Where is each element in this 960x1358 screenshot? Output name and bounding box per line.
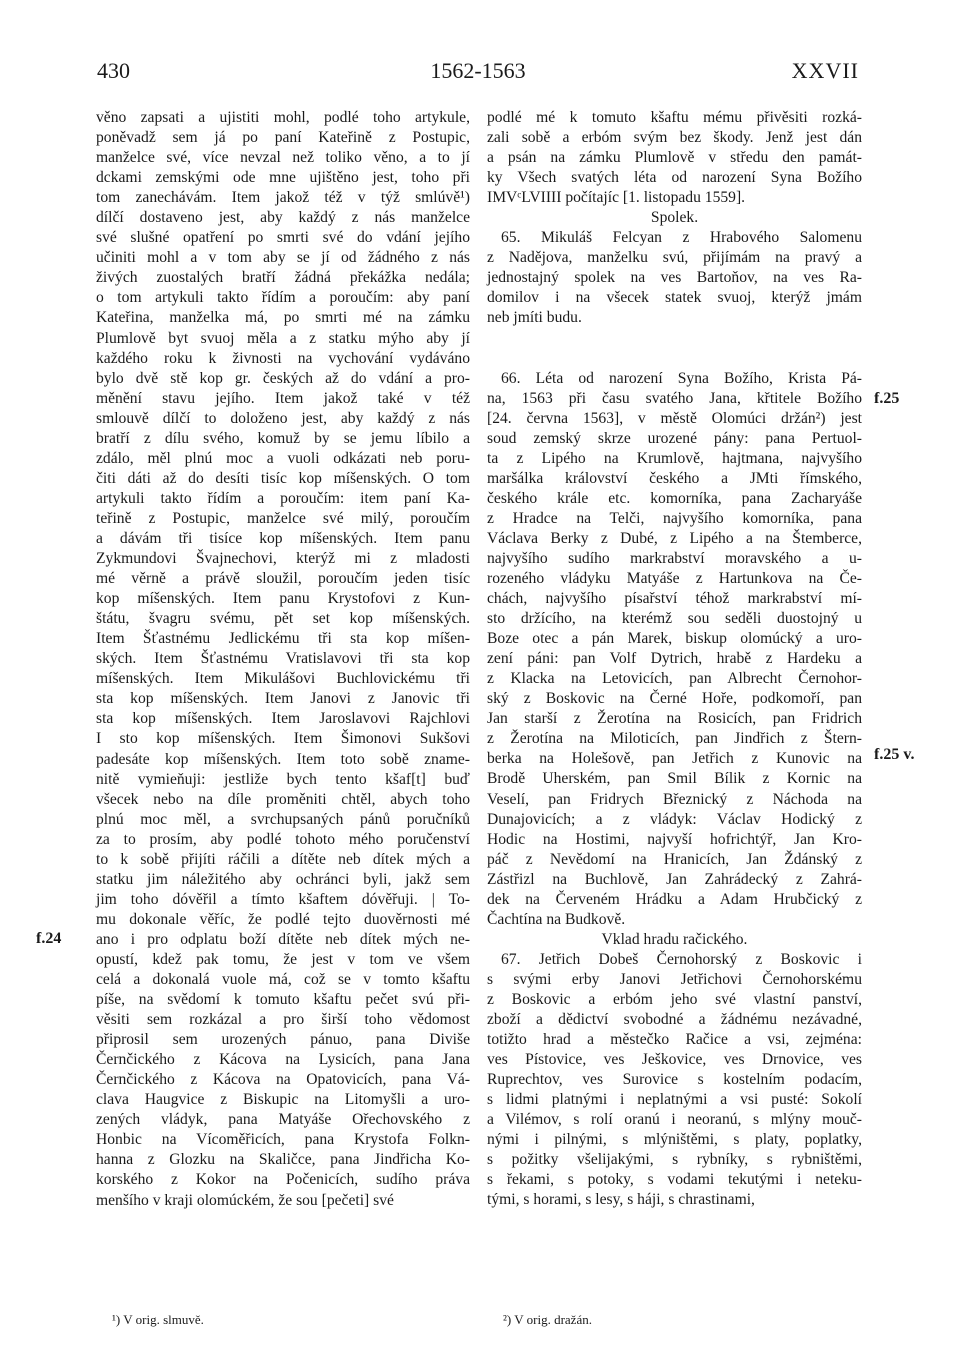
text-line: Kateřina, manželka má, po smrti mé na zámku	[96, 309, 470, 327]
text-line: zení páni: pan Volf Dytrich, hrabě z Hardeku a	[487, 650, 862, 668]
text-line: připrosil sem urozených pánuo, pana Diviše	[96, 1031, 470, 1049]
text-line: Čachtína na Budkově.	[487, 910, 626, 928]
text-line: zboží a dědictví svobodné a žádnému nezávadné,	[487, 1011, 862, 1029]
text-line: Dunajovicích; a z vládyk: Václav Hodický z	[487, 810, 862, 828]
text-line: o tom artykuli takto řídím a poroučím: aby paní	[96, 289, 470, 307]
text-line: kop míšenských. Item panu Krystofovi z Kun-	[96, 590, 470, 608]
entry-65	[487, 228, 862, 328]
text-line: míšenských. Item Mikulášovi Buchlovickému tři	[96, 670, 470, 688]
text-line: sta kop míšenských. Item Janovi z Janovic tři	[96, 690, 470, 708]
text-line: [24. června 1563], v městě Olomúci držán²) jest	[487, 409, 862, 427]
section-gap	[487, 349, 862, 369]
text-line: celá a dokonalá vuole má, což se v tomto kšaftu	[96, 971, 470, 989]
text-line: ský z Boskovic na Černé Hoře, podkomoří, pan	[487, 690, 862, 708]
text-line: zených vládyk, pana Matyáše Ořechovského z	[96, 1111, 470, 1129]
text-line: hanna z Glozku na Skaličce, pana Jindřicha Ko-	[96, 1151, 470, 1169]
text-line: své slušné opatření po smrti své do vdání jejího	[96, 229, 470, 247]
text-line: českého krále etc. komorníka, pana Zacharyáše	[487, 489, 862, 507]
text-line: poněvadž sem já po paní Kateřině z Postupic,	[96, 129, 470, 147]
text-line: s svými erby Janovi Jetřichovi Černohorskému	[487, 970, 862, 988]
text-line: píše, na svědomí k tomuto kšaftu pečet svú při-	[96, 991, 470, 1009]
text-line: Zástřizl na Buchlově, Jan Zahrádecký z Zahrá-	[487, 870, 862, 888]
text-line: IMVᶜLVIIII počítajíc [1. listopadu 1559].	[487, 189, 746, 207]
text-line: a psán na zámku Plumlově v středu den památ-	[487, 149, 862, 167]
text-line: nitě vymieňuji: jestliže bych tento kšaf[t] buď	[96, 770, 470, 788]
text-line: Zykmundovi Švajnechovi, kterýž mi z mladosti	[96, 550, 470, 568]
text-line: s řekami, s potoky, s vodami tekutými i neteku-	[487, 1171, 862, 1189]
text-line: menšího v kraji olomúckém, že sou [pečeti] své	[96, 1191, 394, 1209]
text-line: tom zanechávám. Item jakož též v týž smlúvě¹)	[96, 189, 470, 207]
text-line: plnú moc měl, a svrchupsaných pánů poručníků	[96, 810, 470, 828]
text-line: opustí, kdež pak tomu, že jest v tom ve všem	[96, 950, 470, 968]
text-line: a Vilémov, s rolí oranú i neoranú, s mlýny mouč-	[487, 1111, 862, 1129]
section-heading-spolek: Spolek.	[650, 209, 699, 227]
text-line: Veselí, pan Fridrych Březnický z Náchoda na	[487, 790, 862, 808]
text-line: ky Všech svatých léta od narození Syna Božího	[487, 169, 862, 187]
text-line: mé věrně a právě sloužil, poroučím jeden tisíc	[96, 570, 470, 588]
entry-67	[487, 950, 862, 1211]
text-line: domilov i na všecek statek svuoj, kterýž jmám	[487, 289, 862, 307]
text-line: 65. Mikuláš Felcyan z Hrabového Salomenu	[501, 229, 862, 247]
text-line: ských. Item Šťastnému Vratislavovi tři sta kop	[96, 650, 470, 668]
text-line: zali sobě a erbóm svým bez škody. Jenž jest dán	[487, 129, 862, 147]
text-line: berka na Holešově, pan Jetřich z Kunovic na	[487, 750, 862, 768]
left-column	[96, 108, 470, 1211]
text-line: manželce své, více nevzal než toliko věno, a to jí	[96, 149, 470, 167]
text-line: smlouvě dílčí to doloženo jest, aby každý z nás	[96, 409, 470, 427]
text-line: učiniti mohl a v tom aby se jí od žádného z nás	[96, 249, 470, 267]
text-line: ta z Lipého na Krumlově, hajtmana, najvyšího	[487, 449, 862, 467]
right-column	[487, 108, 862, 1210]
text-line: ano i pro odplatu boží dítěte neb dítek mých ne-	[96, 930, 470, 948]
text-line: mu dokonale věříc, že podlé tejto duověrnosti mé	[96, 910, 470, 928]
text-line: věno zapsati a ujistiti mohl, podlé toho artykule,	[96, 109, 470, 126]
text-line: všecek nebo na díle proměniti chtěl, abych toho	[96, 790, 470, 808]
text-line: Hodic na Hostimi, najvyší hofrichtýř, Jan Kro-	[487, 830, 862, 848]
folio-note-f25: f.25	[874, 390, 900, 407]
text-line: z Boskovic a erbóm jeho své vlastní panství,	[487, 990, 862, 1008]
text-line: ves Pístovice, ves Ješkovice, ves Drnovice, ves	[487, 1051, 862, 1069]
text-line: z Nadějova, manželku svú, přijímám na pravý a	[487, 249, 862, 267]
text-line: na, 1563 při času svatého Jana, křtitele Božího	[487, 389, 862, 407]
text-line: Václava Berky z Dubé, z Lipého a na Štemberce,	[487, 529, 862, 547]
text-line: chách, najvyšího písařství téhož markrabství mí-	[487, 590, 862, 608]
text-line: z Žerotína na Miloticích, pan Jindřich z Štern-	[487, 730, 862, 748]
text-line: podlé mé k tomuto kšaftu mému přivěsiti rozká-	[487, 109, 862, 126]
footnote-1: ¹) V orig. slmuvě.	[112, 1312, 204, 1327]
text-line: sta kop míšenských. Item Jaroslavovi Rajchlovi	[96, 710, 470, 728]
text-line: čiti dáti až do desíti tisíc kop míšenských. O tom	[96, 469, 470, 487]
text-line: teřině z Postupic, manželce své milý, poroučím	[96, 509, 470, 527]
text-line: věsiti sem rozkázal a pro širší toho vědomost	[96, 1011, 470, 1029]
folio-note-f25v: f.25 v.	[874, 746, 915, 763]
text-line: Černčického z Kácova na Lysicích, pana Jana	[96, 1051, 470, 1069]
text-line: Brodě Uherském, pan Smil Bílik z Kornic na	[487, 770, 862, 788]
folio-note-f24: f.24	[36, 930, 62, 947]
text-line: jednostajný spolek na ves Bartoňov, na ves Ra-	[487, 269, 862, 287]
text-line: dek na Červeném Hrádku a Adam Hrubčický z	[487, 890, 862, 908]
text-line: najvyšího sudího markrabství moravského a u-	[487, 549, 862, 567]
right-column-testament-end	[487, 108, 862, 208]
page-number: 430	[97, 58, 130, 83]
text-line: to k sobě přijíti ráčili a dítěte neb dítek mých a	[96, 850, 470, 868]
section-gap	[487, 329, 862, 349]
text-line: s požitky všelijakými, s rybníky, s rybništěmi,	[487, 1151, 862, 1169]
text-line: artykuli takto řídím a poroučím: item paní Ka-	[96, 489, 470, 507]
text-line: z Klacka na Letovicích, pan Albrecht Černohor-	[487, 670, 862, 688]
text-line: z Hradce na Telči, najvyšího komorníka, pana	[487, 509, 862, 527]
text-line: sto držícího, na kterémž sou seděli duostojný u	[487, 610, 862, 628]
text-line: štátu, švagru svému, pět set kop míšenských.	[96, 610, 470, 628]
text-line: I sto kop míšenských. Item Šimonovi Sukšovi	[96, 730, 470, 748]
text-line: neb jmíti budu.	[487, 309, 582, 327]
header-years: 1562-1563	[430, 58, 526, 83]
text-line: nými i pilnými, s mlýništěmi, s platy, poplatky,	[487, 1131, 862, 1149]
text-line: statku jim náležitého aby ochránci byli, jakž sem	[96, 870, 470, 888]
section-heading-vklad: Vklad hradu račického.	[601, 930, 748, 948]
text-line: 67. Jetřich Dobeš Černohorský z Boskovic i	[501, 950, 862, 968]
text-line: jim toho dóvěřil a tímto kšaftem dóvěřuji. | To-	[96, 890, 470, 908]
text-line: totižto hrad a městečko Račice a vsi, zejména:	[487, 1031, 862, 1049]
text-line: Jan starší z Žerotína na Rosicích, pan Fridrich	[487, 710, 862, 728]
text-line: s lidmi platnými i neplatnými a vsi pusté: Sokolí	[487, 1091, 862, 1109]
text-line: Černčického z Kácova na Opatovicích, pana Vá-	[96, 1071, 470, 1089]
footnote-2: ²) V orig. dražán.	[503, 1312, 592, 1327]
text-line: Plumlově byt svuoj měla a z statku mýho aby jí	[96, 329, 470, 347]
text-line: živých zuostalých bratří žádná překážka nedála;	[96, 269, 470, 287]
text-line: měnění stavu jejího. Item jakož také v též	[96, 389, 470, 407]
text-line: a dávám tři tisíce kop míšenských. Item panu	[96, 529, 470, 547]
text-line: clava Haugvice z Biskupic na Litomyšli a uro-	[96, 1091, 470, 1109]
text-line: korského z Kokor na Počenicích, sudího práva	[96, 1171, 470, 1189]
text-line: Honbic na Vícoměřicích, pana Krystofa Folkn-	[96, 1131, 470, 1149]
header-volume: XXVII	[791, 58, 859, 83]
text-line: 66. Léta od narození Syna Božího, Krista Pá-	[501, 369, 862, 387]
entry-66	[487, 369, 862, 930]
text-line: rozeného vládyku Matyáše z Hartunkova na Če-	[487, 569, 862, 587]
text-line: dckami zemskými ode mne ujištěno jest, toho při	[96, 169, 470, 187]
text-line: Ruprechtov, ves Surovice s kostelním podacím,	[487, 1071, 862, 1089]
text-line: bratří z dílu svého, komuž by se jemu líbilo a	[96, 429, 470, 447]
text-line: každého roku k živnosti na vychování vydáváno	[96, 349, 470, 367]
text-line: bylo dvě stě kop gr. českých až do vdání a pro-	[96, 369, 470, 387]
text-line: padesáte kop míšenských. Item toto sobě zname-	[96, 750, 470, 768]
text-line: tými, s horami, s lesy, s háji, s chrastinami,	[487, 1191, 755, 1209]
text-line: zdálo, měl plnú moc a vuoli odkázati neb poru-	[96, 449, 470, 467]
text-line: Item Šťastnému Jedlickému tři sta kop míšen-	[96, 630, 470, 648]
text-line: páč z Nevědomí na Hranicích, Jan Ždánský z	[487, 850, 862, 868]
text-line: Boze otec a pán Marek, biskup olomúcký a uro-	[487, 630, 862, 648]
text-line: soud zemský skrze urozené pány: pana Pertuol-	[487, 429, 862, 447]
text-line: za to prosím, aby podlé tohoto mého poručenství	[96, 830, 470, 848]
text-line: dílčí dostaveno jest, aby každý z nás manželce	[96, 209, 470, 227]
running-header	[97, 58, 859, 88]
text-line: maršálka království českého a JMti římského,	[487, 469, 862, 487]
